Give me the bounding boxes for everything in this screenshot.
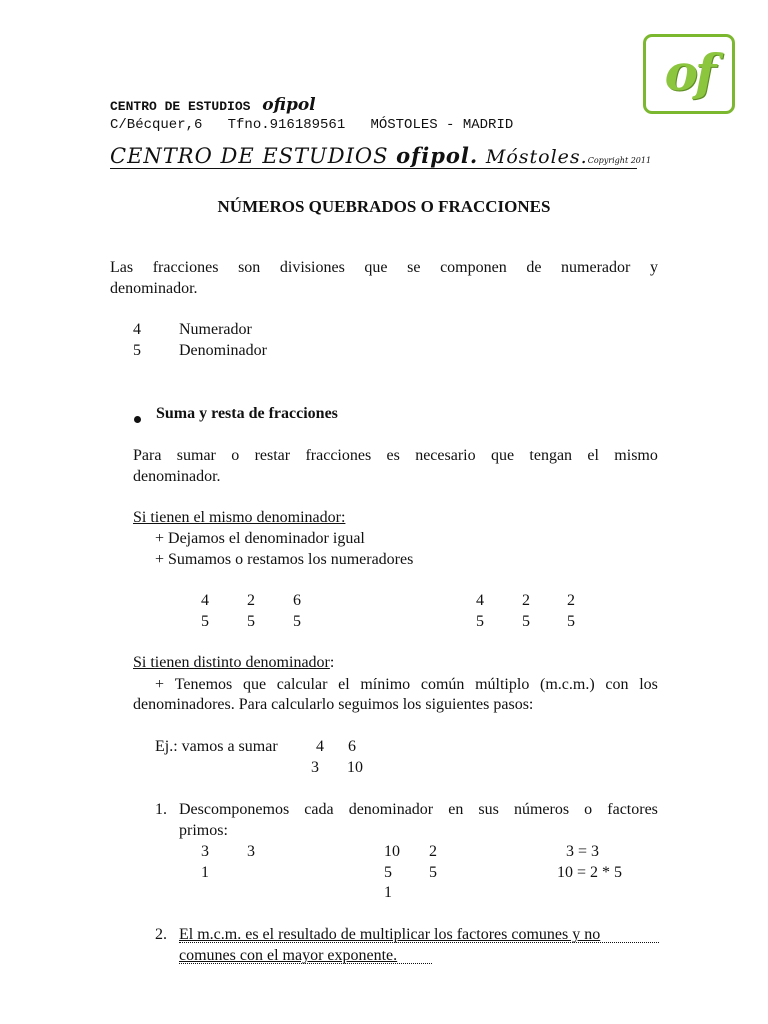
ex2-num-1: 4 [476,592,484,609]
section-heading: Suma y resta de fracciones [156,405,338,422]
word: que [364,259,388,276]
word: Descomponemos [179,801,290,818]
word: factores [607,801,658,818]
header-address: C/Bécquer,6 Tfno.916189561 MÓSTOLES - MADRID [110,117,514,133]
ex1-den-2: 5 [247,613,255,630]
step-2-line-1-text: El m.c.m. es el resultado de multiplicar los factores comunes y no [179,926,601,943]
fraction-denominator: 5 [133,342,141,359]
word: restar [254,447,291,464]
word: los [639,676,658,693]
decomp-a-col2-1: 3 [247,843,255,860]
ex1-num-3: 6 [293,592,301,609]
word: mínimo [360,676,411,693]
word: común [420,676,465,693]
para-line-2: denominador. [133,468,221,485]
ex2-den-2: 5 [522,613,530,630]
bullet-icon [134,410,141,428]
word: múltiplo [475,676,530,693]
word: en [448,801,464,818]
word: divisiones [279,259,345,276]
result-2: 10 = 2 * 5 [557,864,623,881]
word: fracciones [152,259,219,276]
logo-text: of [664,43,714,102]
header-center-line [110,95,316,115]
word: denominador [348,801,434,818]
banner-brand: ofipol. [396,143,479,168]
word: el [587,447,599,464]
ex1-num-2: 2 [247,592,255,609]
word: con [605,676,629,693]
result-1: 3 = 3 [566,843,600,860]
example-den-1: 3 [311,759,319,776]
same-den-step-2: + Sumamos o restamos los numeradores [155,551,414,568]
step-2-line-2-text: comunes con el mayor exponente. [179,947,398,964]
word: que [242,676,267,693]
word: son [238,259,261,276]
ex2-num-2: 2 [522,592,530,609]
diff-den-colon: : [329,654,335,671]
decomp-b-col1-3: 1 [384,884,392,901]
ex2-den-1: 5 [476,613,484,630]
decomp-b-col2-2: 5 [429,864,437,881]
diff-den-heading-text: Si tienen distinto denominador [133,654,330,671]
ex1-num-1: 4 [201,592,209,609]
same-den-heading: Si tienen el mismo denominador: [133,509,346,526]
ex1-den-3: 5 [293,613,301,630]
word: sus [478,801,499,818]
word: necesario [415,447,476,464]
word: + [155,676,165,693]
step-2-dotted-line-2 [179,963,432,964]
word: y [649,259,658,276]
para-line-1 [133,447,658,465]
word: se [407,259,421,276]
denominator-label: Denominador [179,342,267,359]
header-banner [110,143,651,168]
word: Para [133,447,162,464]
word: calcular [276,676,328,693]
diff-line-2: denominadores. Para calcularlo seguimos los siguientes pasos: [133,696,534,713]
word: mismo [614,447,658,464]
header-brand: ofipol [262,95,316,115]
step-1-number: 1. [155,801,167,818]
banner-city: Móstoles. [485,146,588,168]
step-1-line-2: primos: [179,822,228,839]
word: Tenemos [174,676,233,693]
decomp-a-col1-1: 3 [201,843,209,860]
word: es [386,447,400,464]
word: números [513,801,570,818]
diff-den-heading [133,654,334,672]
header-underline [110,168,637,169]
word: (m.c.m.) [540,676,595,693]
word: sumar [176,447,216,464]
ex2-num-3: 2 [567,592,575,609]
example-num-2: 6 [348,738,356,755]
banner-prefix: CENTRO DE ESTUDIOS [110,144,389,168]
ex1-den-1: 5 [201,613,209,630]
word: numerador [561,259,631,276]
decomp-b-col1-1: 10 [384,843,400,860]
example-label: Ej.: vamos a sumar [155,738,278,755]
word: componen [440,259,507,276]
diff-line-1 [155,676,658,694]
step-2-number: 2. [155,926,167,943]
word: de [526,259,542,276]
ofipol-logo [643,34,735,114]
intro-line-1 [110,259,658,277]
example-den-2: 10 [347,759,363,776]
example-num-1: 4 [316,738,324,755]
same-den-step-1: + Dejamos el denominador igual [155,530,365,547]
numerator-label: Numerador [179,321,252,338]
intro-line-2: denominador. [110,280,198,297]
decomp-b-col2-1: 2 [429,843,437,860]
word: o [231,447,240,464]
decomp-b-col1-2: 5 [384,864,392,881]
step-1-line-1 [179,801,658,819]
header-center-label: CENTRO DE ESTUDIOS [110,99,251,114]
word: cada [304,801,334,818]
page-title: NÚMEROS QUEBRADOS O FRACCIONES [217,197,551,216]
word: tengan [529,447,573,464]
word: el [338,676,350,693]
word: fracciones [305,447,372,464]
banner-copyright: Copyright 2011 [587,156,652,165]
word: que [490,447,515,464]
step-2-dotted-line-1 [179,942,659,943]
decomp-a-col1-2: 1 [201,864,209,881]
word: o [584,801,593,818]
word: Las [110,259,134,276]
fraction-numerator: 4 [133,321,141,338]
ex2-den-3: 5 [567,613,575,630]
